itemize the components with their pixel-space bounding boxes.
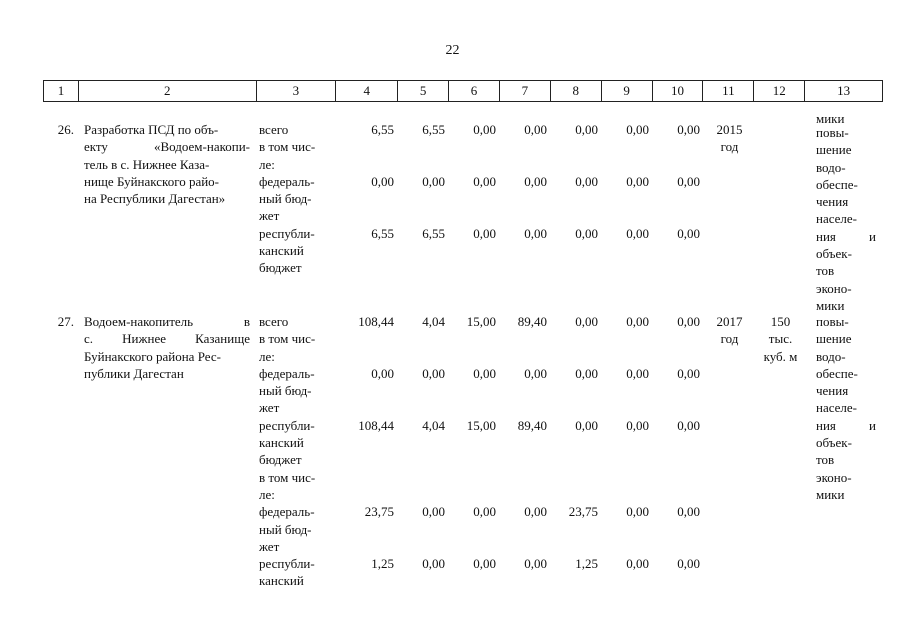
- text-line: [84, 190, 250, 207]
- text-line: 2017: [716, 314, 743, 329]
- value-cell: 0,00: [575, 314, 598, 329]
- table-header-row: [43, 80, 883, 102]
- text-line: куб. м: [763, 348, 798, 364]
- text-line: [84, 138, 250, 155]
- value-cell: 0,00: [677, 556, 700, 572]
- word: публики Дагестан: [84, 365, 184, 381]
- word: с.: [84, 331, 94, 347]
- funding-label: [259, 225, 331, 277]
- value-cell: 0,00: [677, 173, 700, 189]
- header-cell-5: 5: [398, 81, 449, 101]
- value-cell: 108,44: [358, 417, 394, 433]
- text-line: водо-: [816, 348, 846, 364]
- text-line: [84, 173, 250, 190]
- value-cell: 0,00: [626, 556, 649, 572]
- value-cell: 0,00: [575, 173, 598, 189]
- header-cell-4: 4: [336, 81, 398, 101]
- value-cell: 0,00: [575, 122, 598, 137]
- word: нище Буйнакского райо-: [84, 173, 220, 189]
- text-line: [816, 417, 876, 434]
- value-cell: 0,00: [677, 365, 700, 381]
- value-cell: 1,25: [371, 556, 394, 572]
- word: и: [869, 417, 876, 433]
- header-cell-1: 1: [44, 81, 79, 101]
- expected-result: [816, 313, 876, 503]
- funding-label: [259, 365, 331, 417]
- value-cell: 0,00: [473, 556, 496, 572]
- word: Нижнее: [122, 331, 166, 347]
- value-cell: 0,00: [626, 417, 649, 433]
- value-cell: 0,00: [677, 314, 700, 329]
- text-line: населе-: [816, 400, 858, 416]
- text-line: тов: [816, 452, 835, 468]
- header-cell-6: 6: [449, 81, 500, 101]
- text-line: эконо-: [816, 469, 852, 485]
- text-line: [84, 313, 250, 330]
- text-line: в том чис-: [259, 469, 316, 485]
- value-cell: 108,44: [358, 314, 394, 329]
- value-cell: 0,00: [524, 504, 547, 520]
- header-cell-11: 11: [703, 81, 754, 101]
- row-name: [84, 121, 250, 207]
- value-cell: 89,40: [517, 417, 547, 433]
- page-number: 22: [445, 43, 460, 58]
- word: Разработка ПСД по объ-: [84, 122, 219, 137]
- value-cell: 15,00: [466, 417, 496, 433]
- word: ния: [816, 228, 836, 244]
- text-line: 2015: [716, 122, 743, 137]
- text-line: республи-: [259, 225, 315, 241]
- word: екту: [84, 139, 108, 155]
- header-cell-9: 9: [602, 81, 653, 101]
- text-line: [84, 348, 250, 365]
- text-line: повы-: [816, 314, 849, 329]
- capacity: [755, 313, 806, 365]
- value-cell: 0,00: [677, 504, 700, 520]
- value-cell: 0,00: [626, 173, 649, 189]
- text-line: республи-: [259, 556, 315, 572]
- value-cell: 0,00: [422, 504, 445, 520]
- text-line: объек-: [816, 435, 852, 451]
- text-line: ный бюд-: [259, 191, 312, 207]
- text-line: всего: [259, 314, 289, 329]
- value-cell: 6,55: [422, 225, 445, 241]
- value-cell: 0,00: [371, 365, 394, 381]
- text-line: бюджет: [259, 452, 302, 468]
- text-line: [816, 228, 876, 245]
- value-cell: 0,00: [473, 173, 496, 189]
- text-line: год: [720, 331, 739, 347]
- word: на Республики Дагестан»: [84, 191, 226, 207]
- value-cell: 0,00: [473, 365, 496, 381]
- row-number: 26.: [57, 122, 74, 137]
- text-line: ный бюд-: [259, 521, 312, 537]
- value-cell: 0,00: [575, 365, 598, 381]
- text-line: [84, 365, 250, 382]
- text-line: [84, 330, 250, 347]
- value-cell: 0,00: [524, 173, 547, 189]
- result-carryover: мики: [816, 111, 845, 126]
- word: Буйнакского района Рес-: [84, 348, 221, 364]
- text-line: жет: [259, 538, 280, 554]
- text-line: в том чис-: [259, 139, 316, 155]
- text-line: населе-: [816, 211, 858, 227]
- text-line: год: [720, 139, 739, 155]
- text-line: эконо-: [816, 280, 852, 296]
- word: Казанище: [195, 331, 250, 347]
- header-cell-7: 7: [500, 81, 551, 101]
- text-line: объек-: [816, 246, 852, 262]
- text-line: федераль-: [259, 365, 315, 381]
- text-line: мики: [816, 297, 845, 313]
- value-cell: 0,00: [422, 365, 445, 381]
- text-line: водо-: [816, 159, 846, 175]
- header-cell-12: 12: [754, 81, 805, 101]
- value-cell: 0,00: [626, 365, 649, 381]
- text-line: ный бюд-: [259, 383, 312, 399]
- word: ния: [816, 417, 836, 433]
- text-line: 150: [770, 314, 791, 329]
- row-number: 27.: [57, 314, 74, 329]
- text-line: канский: [259, 573, 304, 589]
- value-cell: 0,00: [473, 122, 496, 137]
- header-cell-10: 10: [653, 81, 704, 101]
- header-cell-3: 3: [257, 81, 337, 101]
- value-cell: 23,75: [364, 504, 394, 520]
- funding-label: [259, 313, 331, 365]
- text-line: [84, 156, 250, 173]
- text-line: всего: [259, 122, 289, 137]
- word: тель в с. Нижнее Каза-: [84, 156, 210, 172]
- value-cell: 0,00: [677, 122, 700, 137]
- header-cell-13: 13: [837, 83, 851, 98]
- value-cell: 0,00: [473, 504, 496, 520]
- word: «Водоем-накопи-: [153, 139, 250, 155]
- word: Водоем-накопитель: [84, 314, 194, 329]
- value-cell: 0,00: [677, 417, 700, 433]
- value-cell: 0,00: [473, 225, 496, 241]
- word: в: [243, 314, 250, 329]
- value-cell: 0,00: [524, 122, 547, 137]
- funding-label: [259, 173, 331, 225]
- text-line: ле:: [259, 348, 275, 364]
- completion-year: [704, 313, 755, 348]
- value-cell: 0,00: [524, 556, 547, 572]
- expected-result: [816, 124, 876, 314]
- completion-year: [704, 121, 755, 156]
- text-line: жет: [259, 400, 280, 416]
- value-cell: 0,00: [677, 225, 700, 241]
- value-cell: 6,55: [371, 122, 394, 137]
- value-cell: 0,00: [575, 417, 598, 433]
- text-line: мики: [816, 486, 845, 502]
- text-line: федераль-: [259, 173, 315, 189]
- value-cell: 4,04: [422, 314, 445, 329]
- header-cell-8: 8: [551, 81, 602, 101]
- text-line: шение: [816, 142, 852, 158]
- text-line: шение: [816, 331, 852, 347]
- value-cell: 23,75: [568, 504, 598, 520]
- text-line: обеспе-: [816, 176, 858, 192]
- value-cell: 0,00: [626, 314, 649, 329]
- text-line: бюджет: [259, 260, 302, 276]
- value-cell: 0,00: [422, 556, 445, 572]
- text-line: в том чис-: [259, 331, 316, 347]
- text-line: республи-: [259, 417, 315, 433]
- funding-label: [259, 503, 331, 555]
- value-cell: 0,00: [626, 504, 649, 520]
- value-cell: 0,00: [626, 122, 649, 137]
- value-cell: 0,00: [524, 365, 547, 381]
- text-line: тыс.: [768, 331, 793, 347]
- text-line: повы-: [816, 125, 849, 140]
- text-line: тов: [816, 263, 835, 279]
- value-cell: 15,00: [466, 314, 496, 329]
- text-line: канский: [259, 435, 304, 451]
- value-cell: 0,00: [422, 173, 445, 189]
- header-cell-2: 2: [79, 81, 257, 101]
- text-line: ле:: [259, 486, 275, 502]
- value-cell: 1,25: [575, 556, 598, 572]
- text-line: чения: [816, 194, 849, 210]
- value-cell: 89,40: [517, 314, 547, 329]
- text-line: [84, 121, 250, 138]
- row-name: [84, 313, 250, 382]
- text-line: ле:: [259, 156, 275, 172]
- value-cell: 0,00: [626, 225, 649, 241]
- text-line: жет: [259, 208, 280, 224]
- value-cell: 4,04: [422, 417, 445, 433]
- value-cell: 6,55: [371, 225, 394, 241]
- value-cell: 0,00: [524, 225, 547, 241]
- text-line: федераль-: [259, 504, 315, 520]
- value-cell: 0,00: [371, 173, 394, 189]
- funding-label: [259, 555, 331, 590]
- text-line: чения: [816, 383, 849, 399]
- funding-label: [259, 417, 331, 503]
- funding-label: [259, 121, 331, 173]
- text-line: канский: [259, 243, 304, 259]
- text-line: обеспе-: [816, 365, 858, 381]
- value-cell: 0,00: [575, 225, 598, 241]
- word: и: [869, 228, 876, 244]
- value-cell: 6,55: [422, 122, 445, 137]
